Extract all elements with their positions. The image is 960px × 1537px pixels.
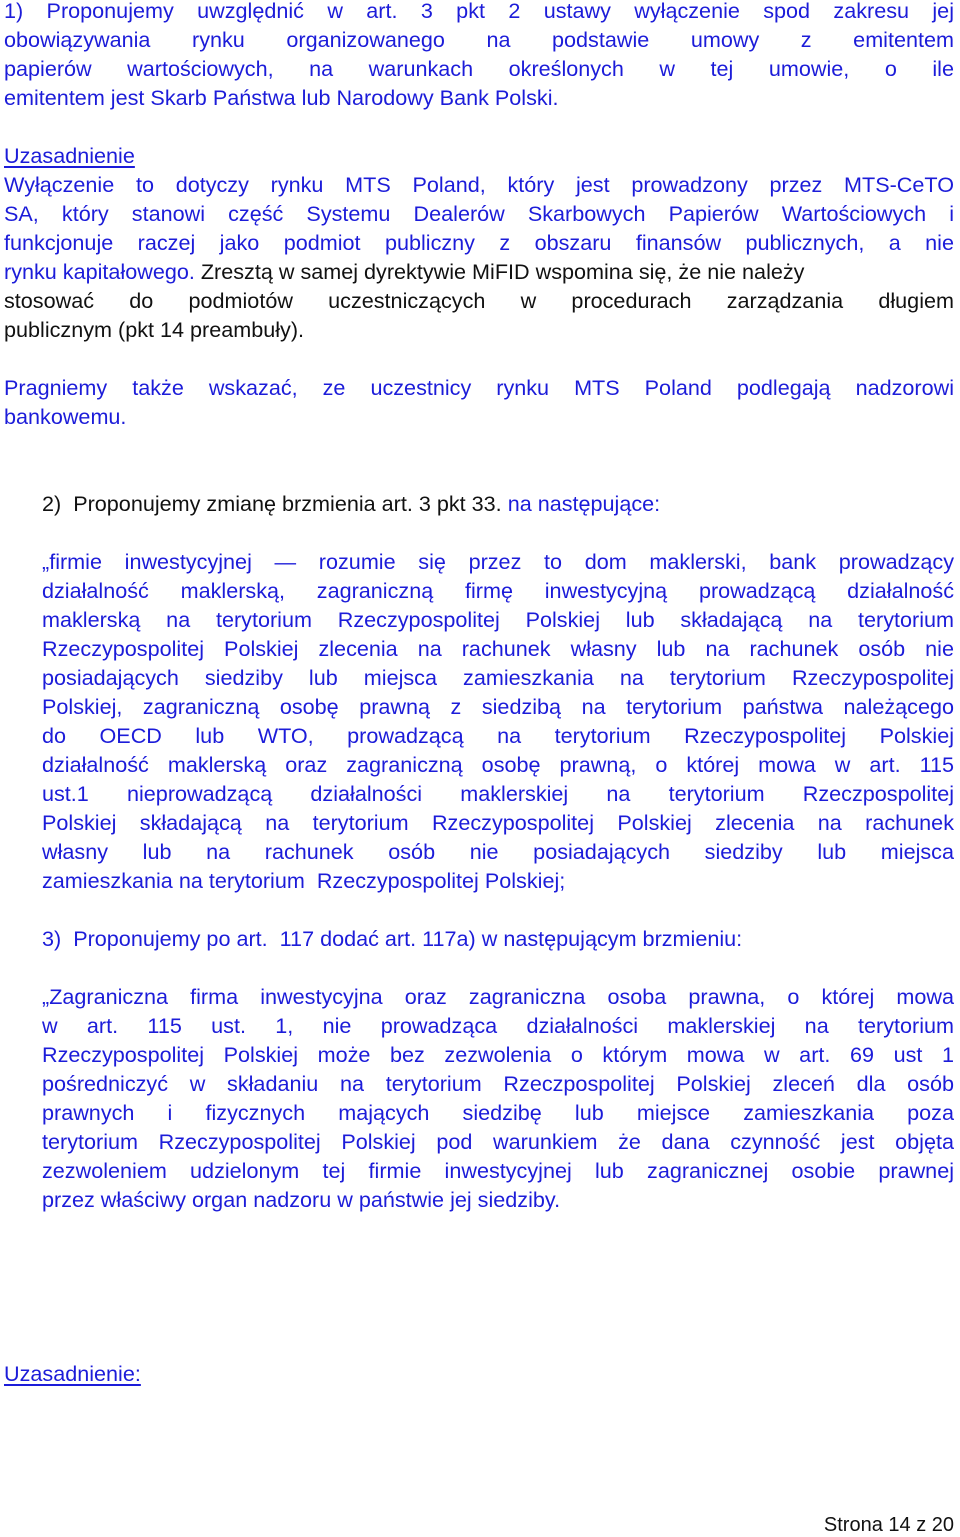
section1-line-2: obowiązywania rynku organizowanego na podstawie umowy z emitentem xyxy=(4,27,954,52)
reason-line-4 xyxy=(4,257,804,286)
reason-line-2: SA, który stanowi część Systemu Dealerów Skarbowych Papierów Wartościowych i xyxy=(4,201,954,226)
section3-title: 3) Proponujemy po art. 117 dodać art. 117a) w następującym brzmieniu: xyxy=(42,926,743,951)
section2-title-blue: na następujące: xyxy=(507,491,661,516)
section2-line-10: Polskiej składającą na terytorium Rzeczypospolitej Polskiej zlecenia na rachunek xyxy=(42,810,954,835)
section2-title-black: 2) Proponujemy zmianę brzmienia art. 3 pkt 33. xyxy=(42,491,508,516)
section2-line-12: zamieszkania na terytorium Rzeczypospolitej Polskiej; xyxy=(42,868,566,893)
section3-line-6: terytorium Rzeczypospolitej Polskiej pod warunkiem że dana czynność jest objęta xyxy=(42,1129,954,1154)
section3-line-8: przez właściwy organ nadzoru w państwie jej siedziby. xyxy=(42,1187,561,1212)
reason-line-5: stosować do podmiotów uczestniczących w procedurach zarządzania długiem xyxy=(4,288,954,313)
page-number: Strona 14 z 20 xyxy=(823,1514,954,1536)
reason-line-1: Wyłączenie to dotyczy rynku MTS Poland, który jest prowadzony przez MTS-CeTO xyxy=(4,172,954,197)
section1-line-4: emitentem jest Skarb Państwa lub Narodowy Bank Polski. xyxy=(4,85,559,110)
section3-line-7: zezwoleniem udzielonym tej firmie inwestycyjnej lub zagranicznej osobie prawnej xyxy=(42,1158,954,1183)
section2-line-8: działalność maklerską oraz zagraniczną osobę prawną, o której mowa w art. 115 xyxy=(42,752,954,777)
section3-line-2: w art. 115 ust. 1, nie prowadząca działalności maklerskiej na terytorium xyxy=(42,1013,954,1038)
reason-line-4-blue: rynku kapitałowego. xyxy=(4,259,201,284)
closing-uzasadnienie-heading: Uzasadnienie: xyxy=(4,1361,141,1386)
section1-line-3: papierów wartościowych, na warunkach określonych w tej umowie, o ile xyxy=(4,56,954,81)
section2-line-3: maklerską na terytorium Rzeczypospolitej Polskiej lub składającą na terytorium xyxy=(42,607,954,632)
section2-line-2: działalność maklerską, zagraniczną firmę inwestycyjną prowadzącą działalność xyxy=(42,578,954,603)
reason-line-6: publicznym (pkt 14 preambuły). xyxy=(4,317,305,342)
uzasadnienie-heading: Uzasadnienie xyxy=(4,143,135,168)
section1-line-1: 1) Proponujemy uwzględnić w art. 3 pkt 2 ustawy wyłączenie spod zakresu jej xyxy=(4,0,954,23)
reason-line-4-black: Zresztą w samej dyrektywie MiFID wspomina się, że nie należy xyxy=(200,259,805,284)
section2-line-11: własny lub na rachunek osób nie posiadających siedziby lub miejsca xyxy=(42,839,954,864)
section2-line-4: Rzeczypospolitej Polskiej zlecenia na rachunek własny lub na rachunek osób nie xyxy=(42,636,954,661)
section2-line-5: posiadających siedziby lub miejsca zamieszkania na terytorium Rzeczypospolitej xyxy=(42,665,954,690)
note-line-1: Pragniemy także wskazać, ze uczestnicy rynku MTS Poland podlegają nadzorowi xyxy=(4,375,954,400)
section3-line-5: prawnych i fizycznych mających siedzibę lub miejsce zamieszkania poza xyxy=(42,1100,954,1125)
note-line-2: bankowemu. xyxy=(4,404,127,429)
section3-line-4: pośredniczyć w składaniu na terytorium Rzeczpospolitej Polskiej zleceń dla osób xyxy=(42,1071,954,1096)
section3-line-1: „Zagraniczna firma inwestycyjna oraz zagraniczna osoba prawna, o której mowa xyxy=(42,984,954,1009)
section2-line-9: ust.1 nieprowadzącą działalności maklerskiej na terytorium Rzeczpospolitej xyxy=(42,781,954,806)
section2-line-7: do OECD lub WTO, prowadzącą na terytorium Rzeczypospolitej Polskiej xyxy=(42,723,954,748)
section2-title xyxy=(42,489,660,518)
section3-line-3: Rzeczypospolitej Polskiej może bez zezwolenia o którym mowa w art. 69 ust 1 xyxy=(42,1042,954,1067)
reason-line-3: funkcjonuje raczej jako podmiot publiczny z obszaru finansów publicznych, a nie xyxy=(4,230,954,255)
section2-line-1: „firmie inwestycyjnej — rozumie się przez to dom maklerski, bank prowadzący xyxy=(42,549,954,574)
section2-line-6: Polskiej, zagraniczną osobę prawną z siedzibą na terytorium państwa należącego xyxy=(42,694,954,719)
